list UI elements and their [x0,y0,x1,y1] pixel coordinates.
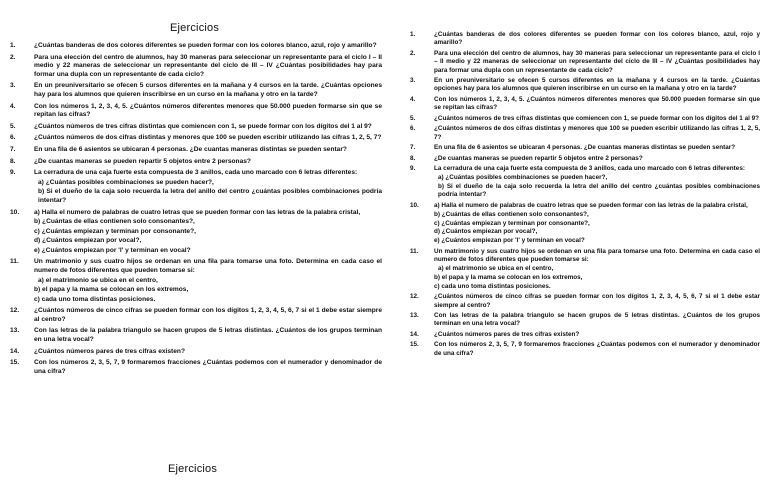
right-page [396,0,768,503]
exercise-number: 3. [410,77,416,85]
exercise-text: Con los números 2, 3, 5, 7, 9 formaremos fracciones ¿Cuántas podemos con el numerador y denominador de una cifra? [34,359,382,375]
exercise-text: ¿Cuántos números de tres cifras distintas que comiencen con 1, se puede formar con los dígitos del 1 al 9? [34,122,372,130]
exercise-subitem: c) ¿Cuántas empiezan y terminan por consonante?, [434,219,590,227]
exercise-item [6,123,382,132]
exercise-number: 3. [10,82,16,90]
exercise-list [6,42,382,379]
exercise-item [6,42,382,51]
exercise-number: 15. [410,341,419,349]
exercise-text: ¿Cuántos números de cinco cifras se pueden formar con los dígitos 1, 2, 3, 4, 5, 6, 7 si el 1 debe estar siempre al centro? [434,293,760,309]
exercise-text: En un preuniversitario se ofecen 5 cursos diferentes en la mañana y 4 cursos en la tarde. ¿Cuántas opciones hay para los alumnos que quieren inscribirse en un curso en la mañana y otro en la tarde? [34,82,382,98]
exercise-item [6,258,382,304]
exercise-text: La cerradura de una caja fuerte esta compuesta de 3 anillos, cada uno marcado con 6 letras diferentes: [34,169,358,177]
exercise-item [6,158,382,167]
exercise-number: 15. [10,359,20,367]
exercise-text: ¿Cuántas banderas de dos colores diferentes se pueden formar con los colores blanco, azul, rojo y amarillo? [34,42,377,49]
exercise-item [6,82,382,99]
exercise-number: 4. [410,95,416,103]
exercise-item [406,293,760,310]
page-title: Ejercicios [170,22,220,34]
exercise-text: a) Halla el numero de palabras de cuatro letras que se pueden formar con las letras de la palabra cristal, [34,208,361,216]
exercise-text: ¿Cuántos números de tres cifras distintas que comiencen con 1, se puede formar con los dígitos del 1 al 9? [434,114,760,122]
exercise-item [406,202,760,246]
exercise-item [6,134,382,143]
exercise-number: 10. [410,201,419,209]
exercise-subitem: b) el papa y la mama se colocan en los extremos, [434,273,583,281]
exercise-number: 8. [10,157,16,165]
exercise-subitem: c) cada uno toma distintas posiciones. [434,282,551,290]
exercise-text: Para una elección del centro de alumnos, hay 30 maneras para seleccionar un representante para el ciclo I – II medio y 22 maneras de seleccionar un representante del ciclo de III – IV ¿Cuántas posibilidades hay para formar una dupla con un representante de cada ciclo? [434,49,760,74]
exercise-number: 4. [10,102,16,110]
exercise-text: ¿Cuántos números de cinco cifras se pueden formar con los dígitos 1, 2, 3, 4, 5, 6, 7 si el 1 debe estar siempre al centro? [34,307,382,323]
exercise-text: ¿Cuántos números pares de tres cifras existen? [34,347,185,355]
exercise-item [406,248,760,291]
exercise-text: Con las letras de la palabra triangulo se hacen grupos de 5 letras distintas. ¿Cuántos de los grupos terminan en una letra vocal? [434,312,760,328]
page-title-bottom: Ejercicios [168,463,218,475]
exercise-text: En una fila de 6 asientos se ubicaran 4 personas. ¿De cuantas maneras distintas se pueden sentar? [434,144,736,152]
exercise-item [406,96,760,113]
exercise-item [406,155,760,163]
exercise-item [6,327,382,344]
exercise-number: 6. [410,125,416,133]
exercise-text: ¿De cuantas maneras se pueden repartir 5 objetos entre 2 personas? [34,157,251,165]
exercise-subitem: b) Si el dueño de la caja solo recuerda la letra del anillo del centro ¿cuántas posibles combinaciones podría intentar? [438,183,760,199]
exercise-text: En una fila de 6 asientos se ubicaran 4 personas. ¿De cuantas maneras distintas se pueden sentar? [34,146,347,154]
exercise-item [406,77,760,94]
exercise-text: ¿Cuántos números de dos cifras distintas y menores que 100 se pueden escribir utilizando las cifras 1, 2, 5, 7? [34,134,382,142]
exercise-item [6,169,382,205]
exercise-number: 13. [410,312,419,320]
exercise-item [6,103,382,120]
exercise-subitem: b) el papa y la mama se colocan en los extremos, [34,286,189,294]
exercise-text: Con los números 2, 3, 5, 7, 9 formaremos fracciones ¿Cuántas podemos con el numerador y denominador de una cifra? [434,341,760,357]
exercise-number: 14. [410,330,419,338]
exercise-subitem: e) ¿Cuántos empiezan por 'l' y terminan en vocal? [34,246,191,254]
exercise-number: 2. [410,49,416,57]
exercise-subitem: a) el matrimonio se ubica en el centro, [438,264,554,272]
exercise-number: 13. [10,327,20,335]
exercise-text: Un matrimonio y sus cuatro hijos se ordenan en una fila para tomarse una foto. Determina en cada caso el numero de fotos diferentes que pueden tomarse si: [434,247,760,264]
exercise-number: 5. [10,122,16,130]
exercise-number: 7. [410,144,416,152]
exercise-item [6,348,382,357]
exercise-item [6,359,382,376]
exercise-number: 9. [410,165,416,173]
exercise-item [6,209,382,256]
exercise-item [406,31,760,48]
exercise-text: Para una elección del centro de alumnos, hay 30 maneras para seleccionar un representante para el ciclo I – II medio y 22 maneras de seleccionar un representante del ciclo de III – IV ¿Cuántas posibilidades hay para formar una dupla con un representante de cada ciclo? [34,53,382,78]
exercise-number: 12. [10,307,20,315]
exercise-number: 10. [10,208,20,216]
exercise-item [6,307,382,324]
exercise-number: 1. [10,42,16,49]
exercise-item [6,146,382,155]
exercise-number: 14. [10,347,20,355]
exercise-text: Con los números 1, 2, 3, 4, 5. ¿Cuántos números diferentes menores que 50.000 pueden formarse sin que se repitan las cifras? [434,95,760,112]
exercise-item [6,54,382,80]
exercise-item [406,144,760,152]
exercise-text: a) Halla el numero de palabras de cuatro letras que se pueden formar con las letras de la palabra cristal, [434,201,748,209]
exercise-subitem: b) ¿Cuántas de ellas contienen solo consonantes?, [34,218,195,226]
exercise-number: 11. [10,258,19,266]
exercise-text: ¿Cuántas banderas de dos colores diferentes se pueden formar con los colores blanco, azul, rojo y amarillo? [434,31,760,47]
exercise-subitem: e) ¿Cuántos empiezan por 'l' y terminan en vocal? [434,237,585,245]
exercise-subitem: d) ¿Cuántos empiezan por vocal?, [34,237,142,245]
exercise-subitem: b) Si el dueño de la caja solo recuerda la letra del anillo del centro ¿cuántas posibles combinaciones podría intentar? [38,188,382,204]
exercise-subitem: b) ¿Cuántas de ellas contienen solo consonantes?, [434,210,589,218]
exercise-subitem: c) cada uno toma distintas posiciones. [34,295,156,303]
exercise-text: ¿Cuántos números pares de tres cifras existen? [434,330,580,338]
exercise-subitem: a) ¿Cuántas posibles combinaciones se pueden hacer?, [438,174,608,182]
exercise-number: 9. [10,169,16,177]
exercise-number: 2. [10,53,16,61]
exercise-text: Un matrimonio y sus cuatro hijos se ordenan en una fila para tomarse una foto. Determina en cada caso el numero de fotos diferentes que pueden tomarse si: [34,258,382,274]
exercise-subitem: a) el matrimonio se ubica en el centro, [38,276,158,284]
exercise-number: 11. [410,247,419,255]
exercise-item [406,50,760,75]
exercise-item [406,331,760,339]
exercise-text: ¿Cuántos números de dos cifras distintas y menores que 100 se pueden escribir utilizando las cifras 1, 2, 5, 7? [434,125,760,141]
exercise-subitem: d) ¿Cuántos empiezan por vocal?, [434,228,538,236]
exercise-number: 8. [410,154,416,162]
exercise-item [406,115,760,123]
exercise-item [406,165,760,199]
exercise-text: En un preuniversitario se ofecen 5 cursos diferentes en la mañana y 4 cursos en la tarde. ¿Cuántas opciones hay para los alumnos que quieren inscribirse en un curso en la mañana y otro en la tarde? [434,77,760,93]
exercise-item [406,312,760,329]
exercise-item [406,341,760,358]
exercise-text: Con las letras de la palabra triangulo se hacen grupos de 5 letras distintas. ¿Cuántos de los grupos terminan en una letra vocal? [34,327,382,343]
exercise-number: 6. [10,134,16,142]
exercise-subitem: a) ¿Cuántas posibles combinaciones se pueden hacer?, [38,178,214,186]
exercise-number: 7. [10,146,16,154]
exercise-item [406,125,760,142]
exercise-subitem: c) ¿Cuántas empiezan y terminan por consonante?, [34,227,196,235]
exercise-number: 1. [410,31,416,38]
exercise-text: La cerradura de una caja fuerte esta compuesta de 3 anillos, cada uno marcado con 6 letras diferentes: [434,165,745,173]
exercise-number: 5. [410,114,416,122]
exercise-text: Con los números 1, 2, 3, 4, 5. ¿Cuántos números diferentes menores que 50.000 pueden formarse sin que se repitan las cifras? [34,102,382,119]
exercise-list [406,31,760,360]
exercise-text: ¿De cuantas maneras se pueden repartir 5 objetos entre 2 personas? [434,154,643,162]
exercise-number: 12. [410,293,419,301]
